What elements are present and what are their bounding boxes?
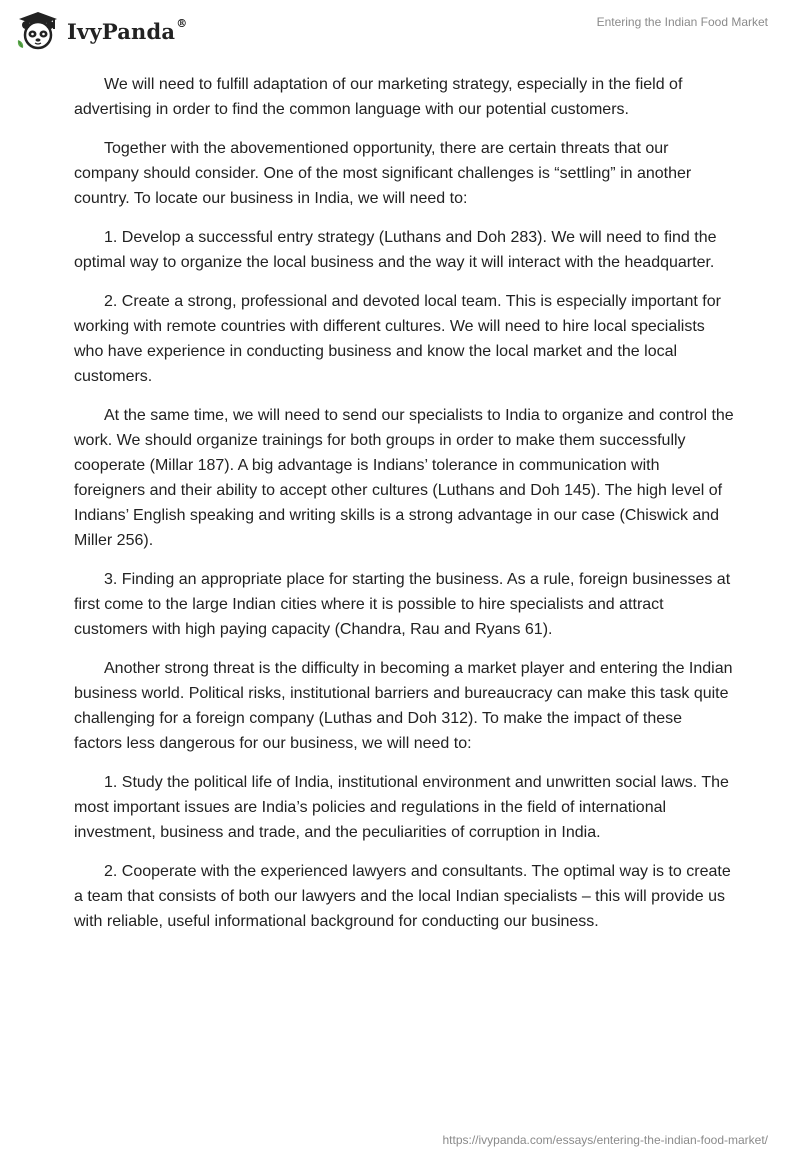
essay-body bbox=[74, 72, 734, 948]
paragraph: 2. Create a strong, professional and devoted local team. This is especially important for working with remote countries with different cultures. We will need to hire local specialists who have experience in conducting business and know the local market and the local customers. bbox=[74, 293, 721, 385]
paragraph: Together with the abovementioned opportunity, there are certain threats that our company should consider. One of the most significant challenges is “settling” in another country. To locate our business in India, we will need to: bbox=[74, 140, 692, 207]
brand-name: IvyPanda® bbox=[67, 16, 188, 44]
ivypanda-logo[interactable] bbox=[15, 10, 187, 50]
paragraph: Another strong threat is the difficulty in becoming a market player and entering the Indian business world. Political risks, institutional barriers and bureaucracy can make this task quite challenging for a foreign company (Luthas and Doh 312). To make the impact of these factors less dangerous for our business, we will need to: bbox=[74, 660, 733, 752]
paragraph: 1. Develop a successful entry strategy (Luthans and Doh 283). We will need to find the optimal way to organize the local business and the way it will interact with the headquarter. bbox=[74, 229, 717, 271]
page-header bbox=[0, 0, 800, 60]
paragraph: At the same time, we will need to send our specialists to India to organize and control the work. We should organize trainings for both groups in order to make them successfully cooperate (Millar 187). A big advantage is Indians’ tolerance in communication with foreigners and their ability to accept other cultures (Luthans and Doh 145). The high level of Indians’ English speaking and writing skills is a strong advantage in our case (Chiswick and Miller 256). bbox=[74, 407, 734, 549]
panda-icon bbox=[15, 10, 61, 50]
source-url[interactable]: https://ivypanda.com/essays/entering-the-indian-food-market/ bbox=[442, 1133, 768, 1147]
paragraph: 1. Study the political life of India, institutional environment and unwritten social laws. The most important issues are India’s policies and regulations in the field of international investment, business and trade, and the peculiarities of corruption in India. bbox=[74, 774, 729, 841]
document-title: Entering the Indian Food Market bbox=[596, 15, 768, 29]
paragraph: We will need to fulfill adaptation of our marketing strategy, especially in the field of advertising in order to find the common language with our potential customers. bbox=[74, 76, 683, 118]
paragraph: 3. Finding an appropriate place for starting the business. As a rule, foreign businesses at first come to the large Indian cities where it is possible to hire specialists and attract customers with high paying capacity (Chandra, Rau and Ryans 61). bbox=[74, 571, 731, 638]
paragraph: 2. Cooperate with the experienced lawyers and consultants. The optimal way is to create a team that consists of both our lawyers and the local Indian specialists – this will provide us with reliable, useful informational background for conducting our business. bbox=[74, 863, 731, 930]
